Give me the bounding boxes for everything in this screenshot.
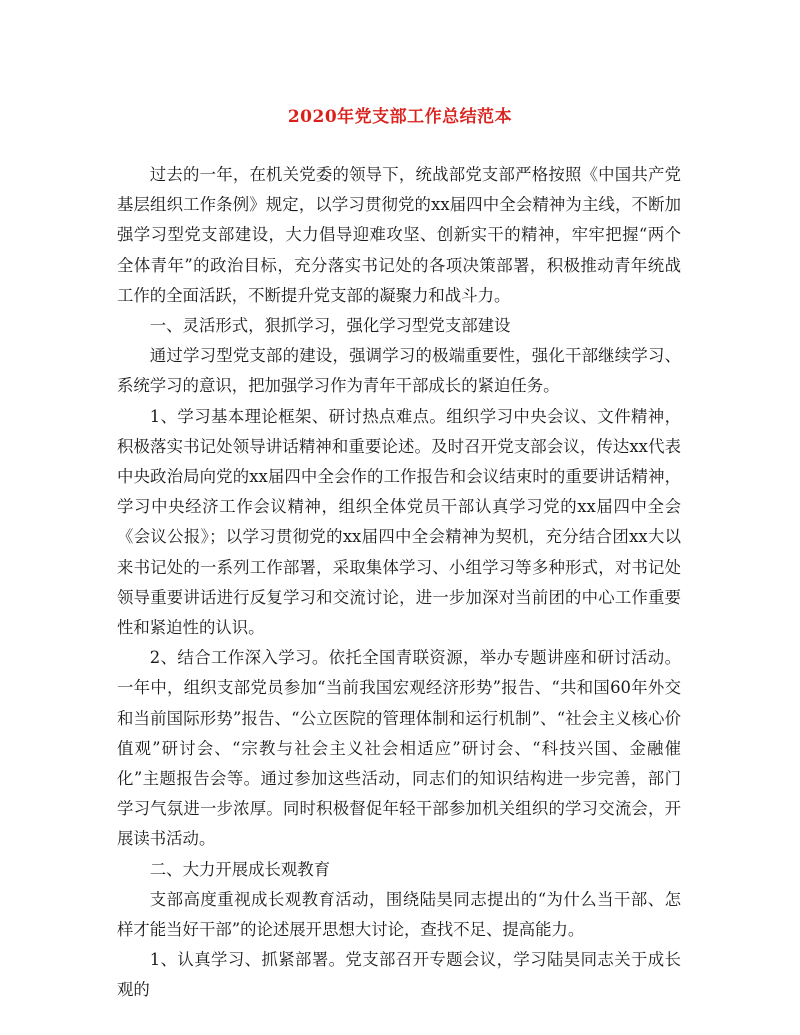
paragraph-item-1-2: 2、结合工作深入学习。依托全国青联资源，举办专题讲座和研讨活动。一年中，组织支部党员参加“当前我国宏观经济形势”报告、“共和国60年外交和当前国际形势”报告、“公立医院的管理体制和运行机制”、“社会主义核心价值观”研讨会、“宗教与社会主义社会相适应”研讨会、“科技兴国、金融催化”主题报告会等。通过参加这些活动，同志们的知识结构进一步完善，部门学习气氛进一步浓厚。同时积极督促年轻干部参加机关组织的学习交流会，开展读书活动。 — [117, 648, 681, 849]
paragraph-intro: 过去的一年，在机关党委的领导下，统战部党支部严格按照《中国共产党基层组织工作条例》规定，以学习贯彻党的xx届四中全会精神为主线，不断加强学习型党支部建设，大力倡导迎难攻坚、创新实干的精神，牢牢把握“两个全体青年”的政治目标，充分落实书记处的各项决策部署，积极推动青年统战工作的全面活跃，不断提升党支部的凝聚力和战斗力。 — [117, 165, 681, 305]
document-title: 2020年党支部工作总结范本 — [287, 107, 513, 127]
paragraph-item-1-1: 1、学习基本理论框架、研讨热点难点。组织学习中央会议、文件精神，积极落实书记处领导讲话精神和重要论述。及时召开党支部会议，传达xx代表中央政治局向党的xx届四中全会作的工作报告和会议结束时的重要讲话精神，学习中央经济工作会议精神，组织全体党员干部认真学习党的xx届四中全会《会议公报》；以学习贯彻党的xx届四中全会精神为契机，充分结合团xx大以来书记处的一系列工作部署，采取集体学习、小组学习等多种形式，对书记处领导重要讲话进行反复学习和交流讨论，进一步加深对当前团的中心工作重要性和紧迫性的认识。 — [117, 406, 681, 638]
paragraph-section-1-intro: 通过学习型党支部的建设，强调学习的极端重要性，强化干部继续学习、系统学习的意识，把加强学习作为青年干部成长的紧迫任务。 — [117, 346, 681, 396]
document-body — [117, 160, 681, 1006]
paragraph-section-2-intro: 支部高度重视成长观教育活动，围绕陆昊同志提出的“为什么当干部、怎样才能当好干部”的论述展开思想大讨论，查找不足、提高能力。 — [117, 889, 681, 940]
section-heading-1: 一、灵活形式，狠抓学习，强化学习型党支部建设 — [149, 316, 511, 336]
paragraph-item-2-1: 1、认真学习、抓紧部署。党支部召开专题会议，学习陆昊同志关于成长观的 — [117, 950, 681, 1000]
section-heading-2: 二、大力开展成长观教育 — [149, 859, 331, 879]
